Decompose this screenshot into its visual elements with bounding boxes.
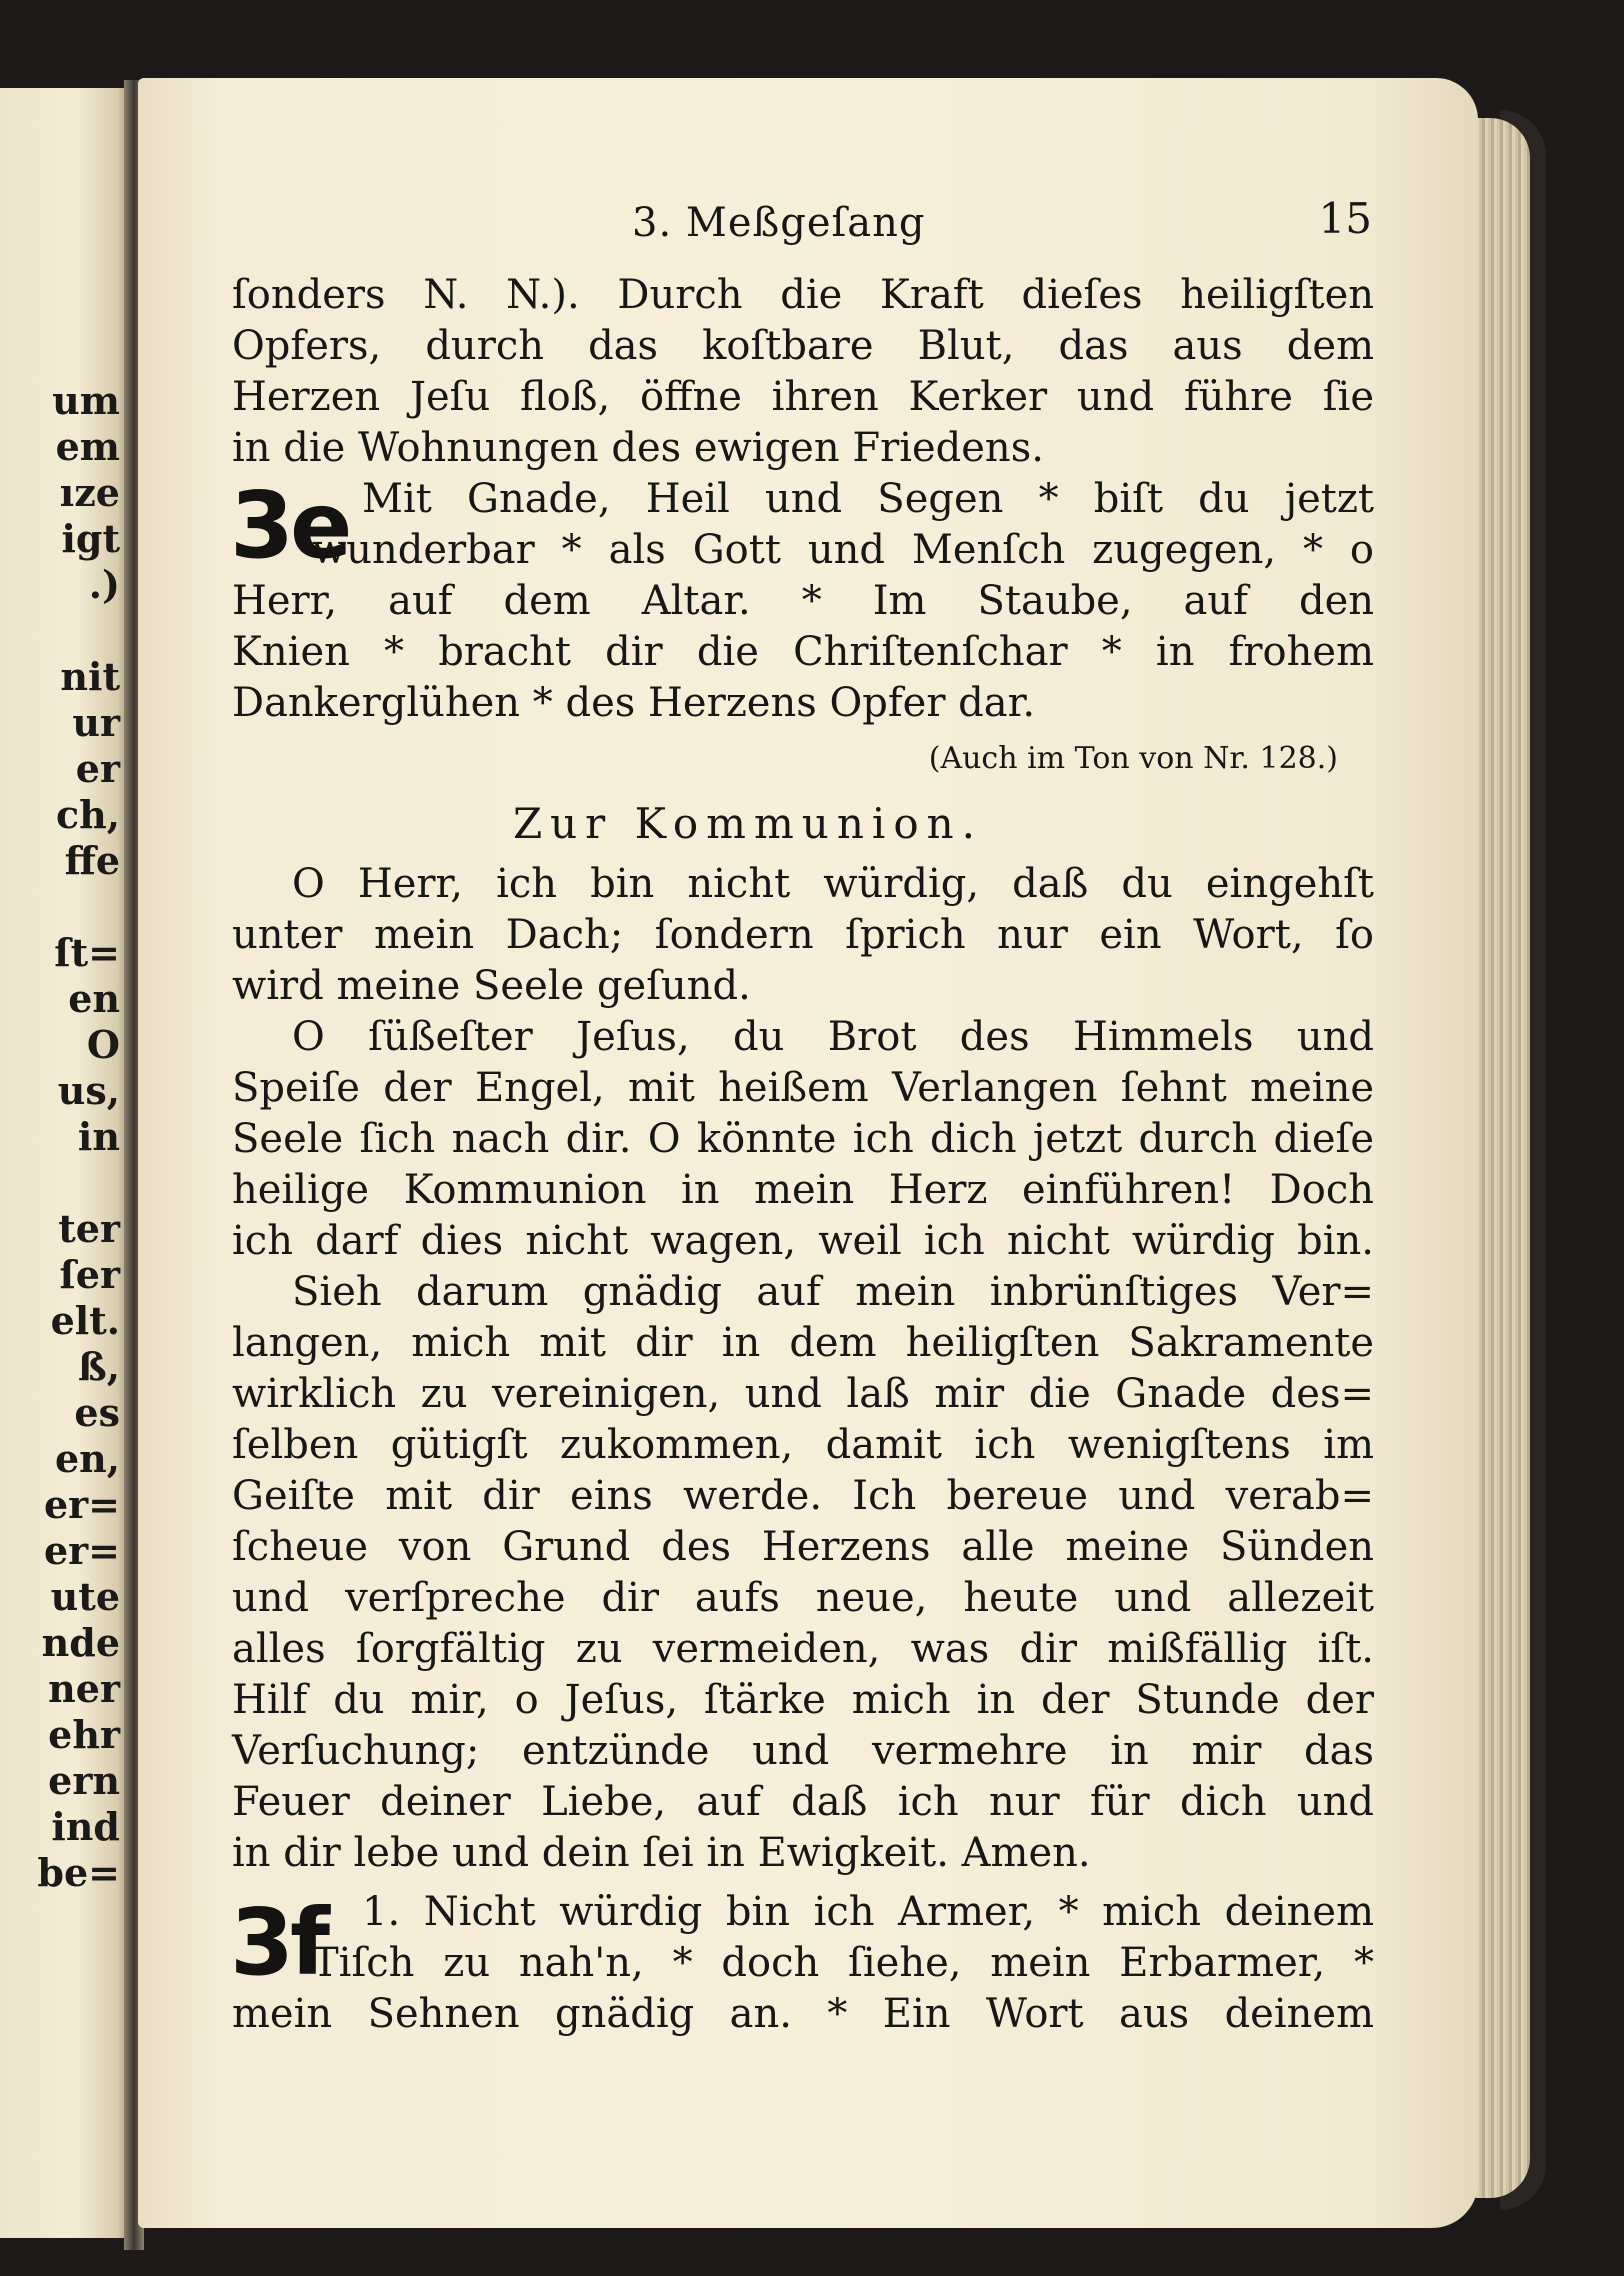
- text-line: Seele ſich nach dir. O könnte ich dich jetzt durch dieſe: [232, 1116, 1374, 1162]
- tune-note: (Auch im Ton von Nr. 128.): [928, 741, 1338, 776]
- left-page-fragment: ſt=: [54, 930, 120, 975]
- text-line: unter mein Dach; ſondern ſprich nur ein Wort, ſo: [232, 912, 1374, 958]
- left-page-text-fragments: [2, 378, 126, 1896]
- text-line: Hilf du mir, o Jeſus, ſtärke mich in der Stunde der: [232, 1677, 1374, 1723]
- left-page-fragment: ß,: [77, 1344, 120, 1389]
- hymn-3e: [232, 474, 1374, 789]
- left-page-fragment: be=: [37, 1850, 120, 1895]
- hymn-line: Knien * bracht dir die Chriſtenſchar * in frohem: [232, 629, 1374, 675]
- text-line: heilige Kommunion in mein Herz einführen! Doch: [232, 1167, 1374, 1213]
- text-line: wird meine Seele geſund.: [232, 963, 751, 1009]
- left-page-fragment: ur: [72, 700, 120, 745]
- text-line: Feuer deiner Liebe, auf daß ich nur für dich und: [232, 1779, 1374, 1825]
- text-line: O ſüßeſter Jeſus, du Brot des Himmels und: [292, 1014, 1374, 1060]
- left-page-fragment: igt: [61, 516, 120, 561]
- text-line: in dir lebe und dein ſei in Ewigkeit. Amen.: [232, 1830, 1091, 1876]
- hymn-marker-3f: 3f: [230, 1889, 327, 1996]
- left-page-fragment: em: [55, 424, 120, 469]
- prayer-paragraph-2: [232, 1012, 1374, 1267]
- hymn-line: Herr, auf dem Altar. * Im Staube, auf den: [232, 578, 1374, 624]
- left-page-fragment: er=: [43, 1528, 120, 1573]
- left-page-fragment: en: [68, 976, 120, 1021]
- hymn-line: mein Sehnen gnädig an. * Ein Wort aus deinem: [232, 1991, 1374, 2037]
- left-page-fragment: um: [52, 378, 120, 423]
- text-line: alles ſorgfältig zu vermeiden, was dir mißfällig iſt.: [232, 1626, 1374, 1672]
- left-page-fragment: ter: [58, 1206, 120, 1251]
- left-page-fragment: nde: [41, 1620, 120, 1665]
- text-line: Geiſte mit dir eins werde. Ich bereue und verab=: [232, 1473, 1374, 1519]
- left-page-fragment: ute: [50, 1574, 120, 1619]
- left-page-fragment: [2, 1160, 126, 1206]
- page-block-edge: [1470, 118, 1530, 2198]
- text-line: ſcheue von Grund des Herzens alle meine Sünden: [232, 1524, 1374, 1570]
- prayer-paragraph-3: [232, 1267, 1374, 1879]
- left-page-fragment: nit: [60, 654, 120, 699]
- left-facing-page: [0, 88, 128, 2238]
- prayer-paragraph-1: [232, 859, 1374, 1012]
- left-page-fragment: [2, 884, 126, 930]
- left-page-fragment: ern: [48, 1758, 120, 1803]
- left-page-fragment: O: [86, 1022, 120, 1067]
- text-line: Herzen Jeſu floß, öffne ihren Kerker und führe ſie: [232, 374, 1374, 420]
- left-page-fragment: er=: [43, 1482, 120, 1527]
- left-page-fragment: [2, 608, 126, 654]
- left-page-fragment: ner: [48, 1666, 120, 1711]
- left-page-fragment: .): [88, 562, 120, 607]
- section-heading: Zur Kommunion.: [512, 799, 984, 848]
- left-page-fragment: elt.: [50, 1298, 120, 1343]
- left-page-fragment: ind: [51, 1804, 120, 1849]
- running-header: [232, 194, 1374, 270]
- hymn-line: Mit Gnade, Heil und Segen * biſt du jetzt: [362, 476, 1374, 522]
- left-page-fragment: er: [75, 746, 120, 791]
- text-line: und verſpreche dir aufs neue, heute und allezeit: [232, 1575, 1374, 1621]
- left-page-fragment: in: [77, 1114, 120, 1159]
- left-page-fragment: ſer: [59, 1252, 120, 1297]
- left-page-fragment: ıze: [59, 470, 120, 515]
- text-line: Opfers, durch das koſtbare Blut, das aus dem: [232, 323, 1374, 369]
- text-line: ſelben gütigſt zukommen, damit ich wenigſtens im: [232, 1422, 1374, 1468]
- hymn-3f: [232, 1887, 1374, 2040]
- opening-paragraph: [232, 270, 1374, 474]
- text-line: Verſuchung; entzünde und vermehre in mir das: [232, 1728, 1374, 1774]
- hymn-line: 1. Nicht würdig bin ich Armer, * mich deinem: [362, 1889, 1374, 1935]
- left-page-fragment: es: [74, 1390, 120, 1435]
- text-line: O Herr, ich bin nicht würdig, daß du eingehſt: [292, 861, 1374, 907]
- hymn-line: Dankerglühen * des Herzens Opfer dar.: [232, 680, 1036, 726]
- hymn-marker-3e: 3e: [230, 472, 349, 579]
- text-line: in die Wohnungen des ewigen Friedens.: [232, 425, 1044, 471]
- left-page-fragment: en,: [54, 1436, 120, 1481]
- text-line: ſonders N. N.). Durch die Kraft dieſes heiligſten: [232, 272, 1374, 318]
- left-page-fragment: ch,: [56, 792, 120, 837]
- text-line: ich darf dies nicht wagen, weil ich nicht würdig bin.: [232, 1218, 1374, 1264]
- page-text: [230, 194, 1374, 2040]
- running-title: 3. Meßgeſang: [632, 200, 926, 246]
- hymn-line: Tiſch zu nah'n, * doch ſiehe, mein Erbarmer, *: [312, 1940, 1374, 1986]
- left-page-fragment: us,: [57, 1068, 120, 1113]
- page-number: 15: [1318, 194, 1372, 243]
- text-line: Sieh darum gnädig auf mein inbrünſtiges Ver=: [292, 1269, 1374, 1315]
- text-line: wirklich zu vereinigen, und laß mir die Gnade des=: [232, 1371, 1374, 1417]
- left-page-fragment: ehr: [48, 1712, 120, 1757]
- hymn-line: wunderbar * als Gott und Menſch zugegen, * o: [312, 527, 1374, 573]
- text-line: langen, mich mit dir in dem heiligſten Sakramente: [232, 1320, 1374, 1366]
- left-page-fragment: ffe: [64, 838, 120, 883]
- text-line: Speiſe der Engel, mit heißem Verlangen ſehnt meine: [232, 1065, 1374, 1111]
